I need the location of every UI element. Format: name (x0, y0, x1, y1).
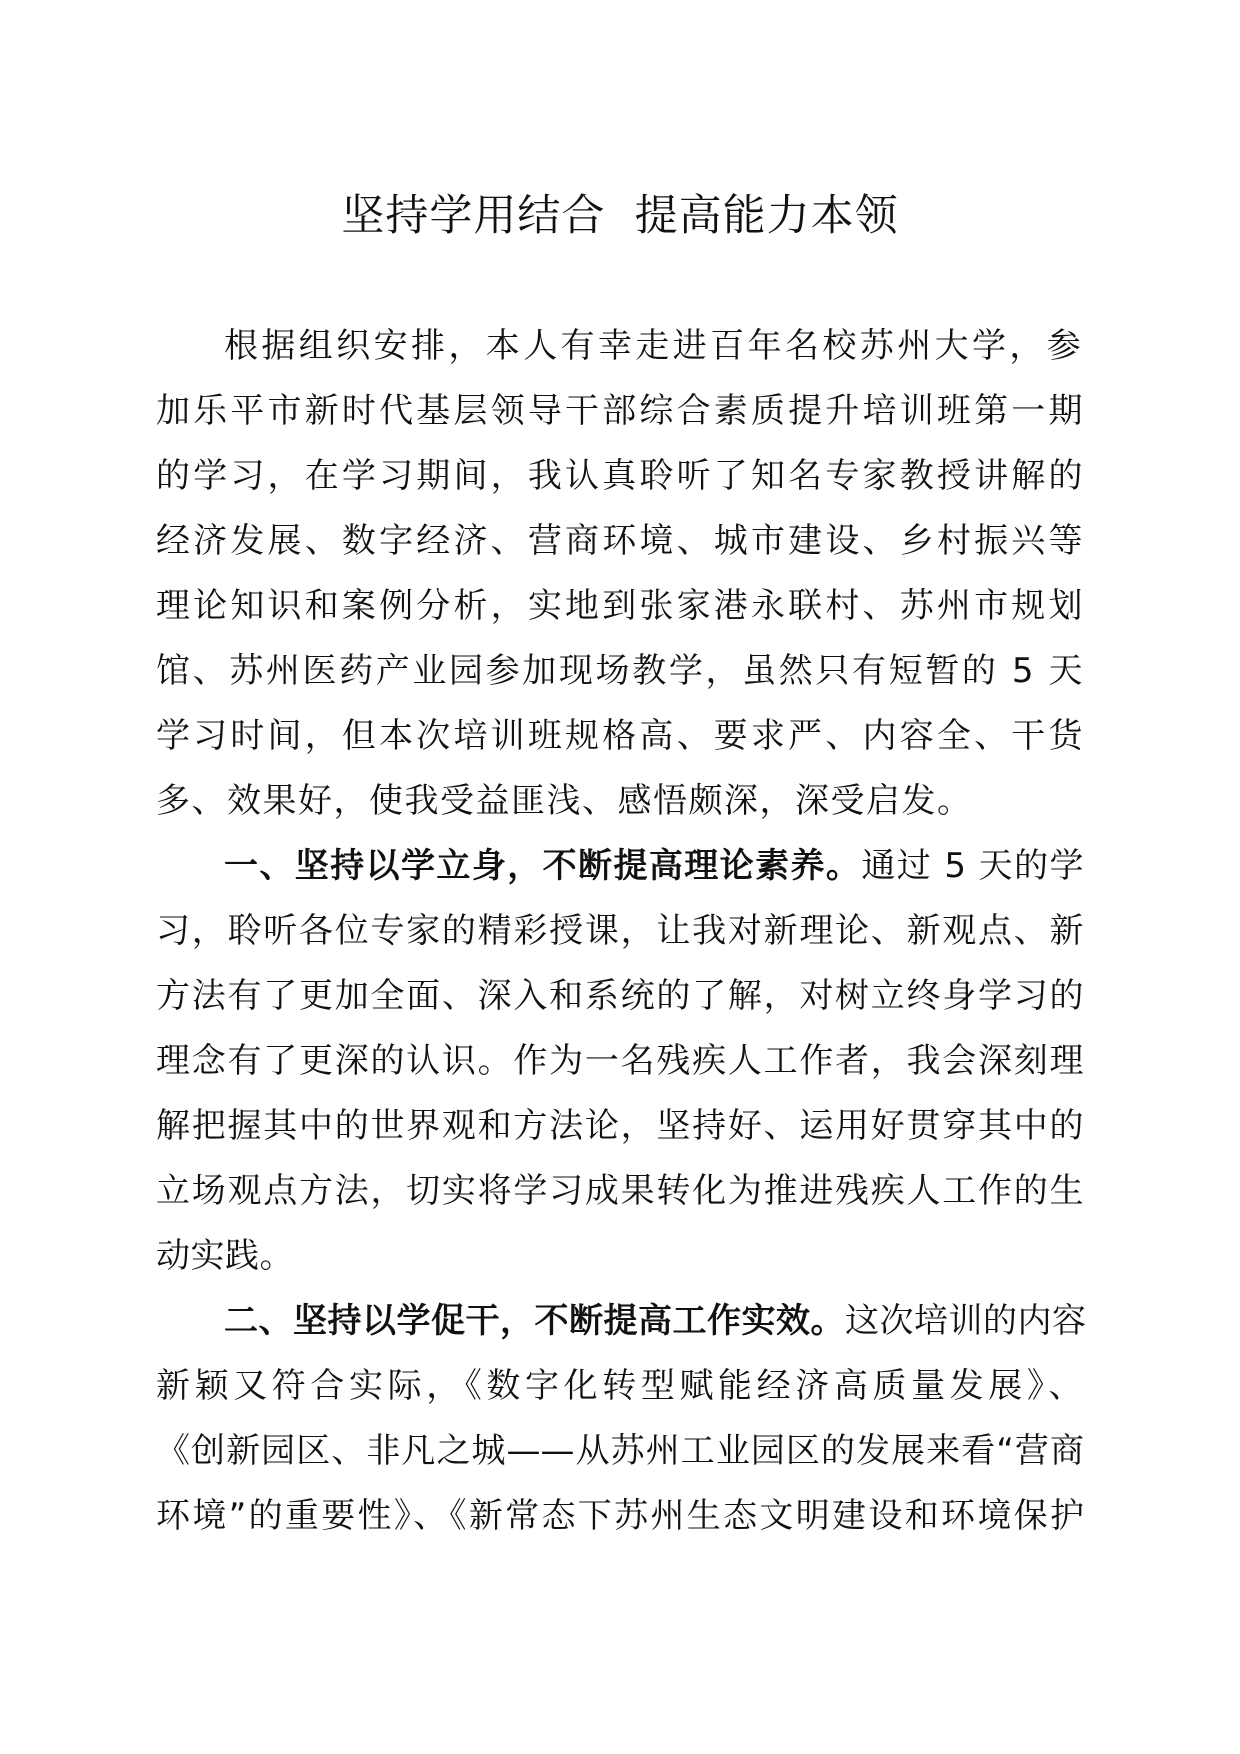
paragraph-intro (156, 314, 1084, 834)
paragraph-line: 环境”的重要性》、《新常态下苏州生态文明建设和环境保护 (156, 1496, 1084, 1536)
paragraph-line: 方法有了更加全面、深入和系统的了解，对树立终身学习的 (156, 976, 1084, 1016)
paragraph-line: 动实践。 (156, 1236, 294, 1276)
paragraph-line: 馆、苏州医药产业园参加现场教学，虽然只有短暂的 5 天 (156, 651, 1084, 691)
paragraph-line: 学习时间，但本次培训班规格高、要求严、内容全、干货 (156, 716, 1084, 756)
document-body (156, 314, 1087, 1549)
paragraph-line: 根据组织安排，本人有幸走进百年名校苏州大学，参 (224, 326, 1084, 366)
paragraph-line-with-heading (156, 834, 1084, 899)
paragraph-line: 立场观点方法，切实将学习成果转化为推进残疾人工作的生 (156, 1171, 1084, 1211)
paragraph-line: 的学习，在学习期间，我认真聆听了知名专家教授讲解的 (156, 456, 1084, 496)
paragraph-line: 《创新园区、非凡之城——从苏州工业园区的发展来看“营商 (156, 1431, 1084, 1471)
paragraph-section-1 (156, 834, 1084, 1289)
paragraph-line-rest: 这次培训的内容 (845, 1301, 1087, 1341)
paragraph-line: 多、效果好，使我受益匪浅、感悟颇深，深受启发。 (156, 781, 973, 821)
paragraph-line-rest: 通过 5 天的学 (861, 846, 1084, 886)
paragraph-line: 理论知识和案例分析，实地到张家港永联村、苏州市规划 (156, 586, 1084, 626)
section-heading-1: 一、坚持以学立身，不断提高理论素养。 (224, 846, 862, 886)
paragraph-line: 理念有了更深的认识。作为一名残疾人工作者，我会深刻理 (156, 1041, 1084, 1081)
document-title: 坚持学用结合 提高能力本领 (341, 191, 899, 241)
paragraph-line: 经济发展、数字经济、营商环境、城市建设、乡村振兴等 (156, 521, 1084, 561)
paragraph-line: 加乐平市新时代基层领导干部综合素质提升培训班第一期 (156, 391, 1084, 431)
paragraph-line: 解把握其中的世界观和方法论，坚持好、运用好贯穿其中的 (156, 1106, 1084, 1146)
paragraph-section-2 (156, 1289, 1087, 1549)
section-heading-2: 二、坚持以学促干，不断提高工作实效。 (224, 1301, 845, 1341)
paragraph-line: 新颖又符合实际，《数字化转型赋能经济高质量发展》、 (156, 1366, 1084, 1406)
paragraph-line: 习，聆听各位专家的精彩授课，让我对新理论、新观点、新 (156, 911, 1084, 951)
paragraph-line-with-heading (156, 1289, 1087, 1354)
